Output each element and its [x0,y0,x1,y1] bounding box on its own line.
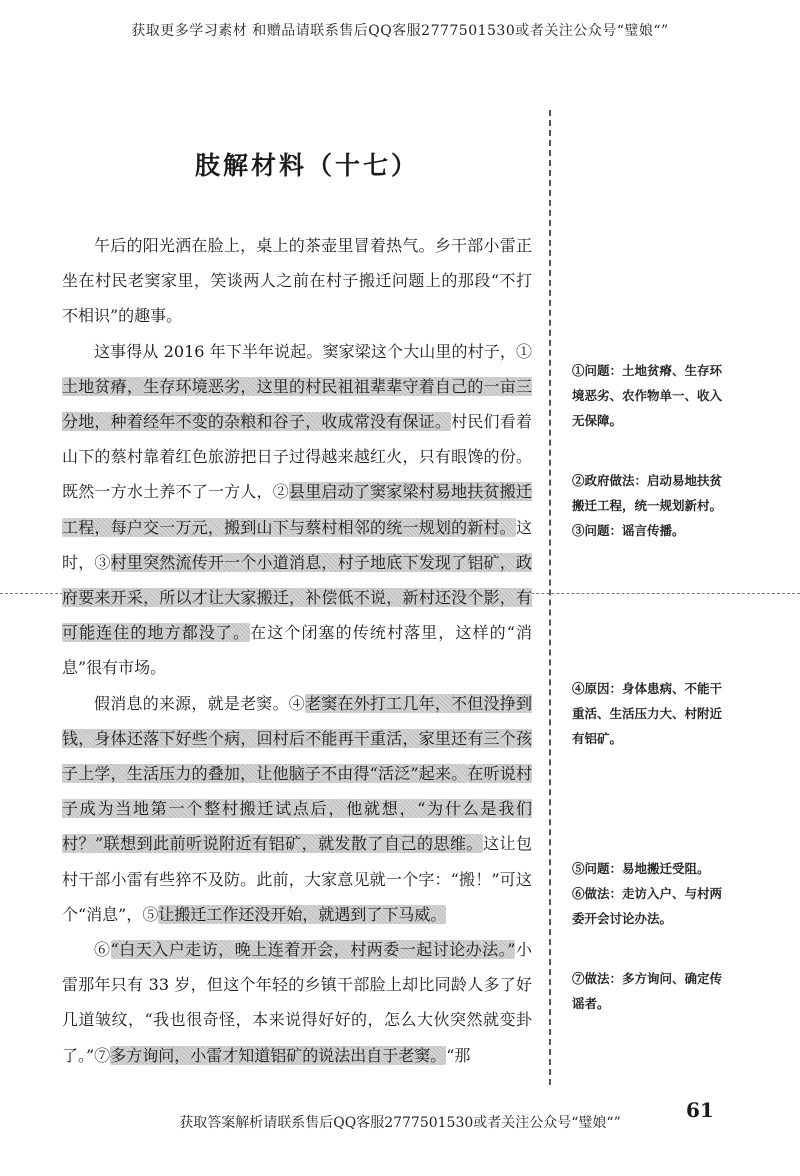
paragraph [62,334,532,686]
margin-note-5 [572,966,722,1016]
body-text: 假消息的来源，就是老窦。④ [94,693,305,713]
page-title: 肢解材料（十七） [195,151,420,180]
paragraph [62,932,532,1073]
main-text [62,228,532,1073]
highlighted-text: “白天入户走访，晚上连着开会，村两委一起讨论办法。” [110,940,516,960]
highlighted-text: 土地贫瘠，生存环境恶劣，这里的村民祖祖辈辈守着自己的一亩三分地，种着经年不变的杂粮和谷子，收成常没有保证。 [62,376,532,432]
margin-note-line: ⑤问题：易地搬迁受阻。 [572,861,710,876]
highlighted-text: 多方询问，小雷才知道铝矿的说法出自于老窦。 [110,1045,447,1065]
body-text: ⑥ [94,940,111,960]
body-text: 这让包村干部小雷有些猝不及防。此前，大家意见就一个字：“搬！”可这个“消息”，⑤ [62,834,532,924]
margin-note-line: ③问题：谣言传播。 [572,523,685,538]
highlighted-text: 老窦在外打工几年，不但没挣到钱，身体还落下好些个病，回村后不能再干重活，家里还有三个孩子上学，生活压力的叠加，让他脑子不由得“活泛”起来。 [62,693,532,784]
page-number: 61 [686,1098,714,1122]
body-text: 午后的阳光洒在脸上，桌上的茶壶里冒着热气。乡干部小雷正坐在村民老窦家里，笑谈两人之前在村子搬迁问题上的那段“不打不相识”的趣事。 [62,236,532,326]
body-text: “那 [446,1045,471,1065]
margin-note-line: ⑦做法：多方询问、确定传谣者。 [572,971,723,1011]
highlighted-text: 村里突然流传开一个小道消息，村子地底下发现了铝矿，政府要来开采，所以才让大家搬迁，补偿低不说，新村还没个影，有可能连住的地方都没了。 [62,552,532,643]
margin-note-line: ⑥做法：走访入户、与村两委开会讨论办法。 [572,886,723,926]
body-text: 小雷那年只有 33 岁，但这个年轻的乡镇干部脸上却比同龄人多了好几道皱纹，“我也很奇怪，本来说得好好的，怎么大伙突然就变卦了。”⑦ [62,940,532,1065]
footer-banner: 获取答案解析请联系售后QQ客服2777501530或者关注公众号“璧娘“” [179,1115,621,1131]
highlighted-text: 县里启动了窦家梁村易地扶贫搬迁工程，每户交一万元，搬到山下与蔡村相邻的统一规划的新村。 [62,482,532,537]
margin-note-3 [572,676,722,751]
margin-note-1 [572,358,722,433]
margin-note-line: ④原因：身体患病、不能干重活、生活压力大、村附近有铝矿。 [572,681,723,746]
body-text: 这时，③ [62,517,532,572]
margin-note-line: ②政府做法：启动易地扶贫搬迁工程，统一规划新村。 [572,473,723,513]
margin-note-2 [572,468,722,543]
body-text: 这事得从 2016 年下半年说起。窦家梁这个大山里的村子，① [94,341,532,361]
body-text: 在这个闭塞的传统村落里，这样的“消息”很有市场。 [62,623,532,678]
body-text: 村民们看着山下的蔡村靠着红色旅游把日子过得越来越红火，只有眼馋的份。既然一方水土养不了一方人，② [62,412,532,502]
margin-divider-vertical [549,110,551,1085]
paragraph [62,228,532,334]
highlighted-text: 让搬迁工作还没开始，就遇到了下马威。 [158,904,447,924]
paragraph [62,686,532,932]
highlighted-text: 在听说村子成为当地第一个整村搬迁试点后，他就想，“为什么是我们村？”联想到此前听说附近有铝矿，就发散了自己的思维。 [62,764,532,854]
header-banner: 获取更多学习素材 和赠品请联系售后QQ客服2777501530或者关注公众号“璧娘“” [131,23,669,39]
margin-note-4 [572,856,722,931]
margin-note-line: ①问题：土地贫瘠、生存环境恶劣、农作物单一、收入无保障。 [572,363,723,428]
